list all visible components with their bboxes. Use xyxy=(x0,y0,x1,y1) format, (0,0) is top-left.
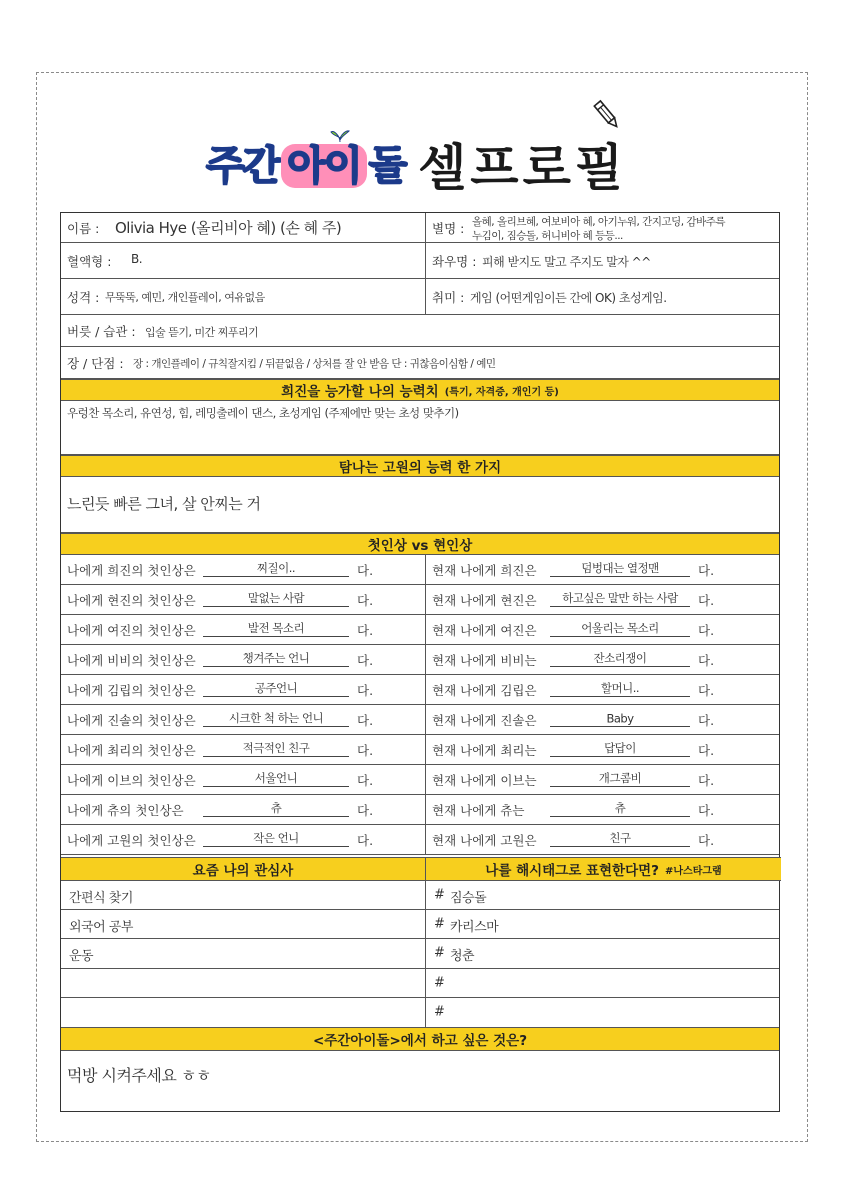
hobby-value: 게임 (어떤게임이든 간에 OK) 초성게임. xyxy=(470,291,667,305)
wish-heading xyxy=(61,1027,779,1051)
current-impression-answer: 덤벙대는 열정맨 xyxy=(581,560,659,575)
first-impression-answer: 작은 언니 xyxy=(253,830,299,845)
strength-weakness-value: 장 : 개인플레이 / 규칙잘지킴 / 뒤끝없음 / 상처를 잘 안 받음 단 : 귀찮음이심함 / 예민 xyxy=(133,358,496,370)
sentence-suffix: 다. xyxy=(698,832,715,848)
answer-underline xyxy=(550,756,690,757)
impression-row xyxy=(61,555,779,585)
sentence-suffix: 다. xyxy=(357,832,374,848)
answer-underline xyxy=(550,576,690,577)
current-impression-question: 현재 나에게 최리는 xyxy=(432,742,537,758)
motto-value: 피해 받지도 말고 주지도 말자 ^^ xyxy=(482,255,651,269)
sentence-suffix: 다. xyxy=(698,772,715,788)
first-impression-answer: 적극적인 친구 xyxy=(242,740,310,755)
answer-underline xyxy=(203,636,349,637)
first-impression-question: 나에게 고원의 첫인상은 xyxy=(67,832,196,848)
sentence-suffix: 다. xyxy=(357,622,374,638)
sentence-suffix: 다. xyxy=(698,622,715,638)
row-name xyxy=(61,213,779,243)
profile-form xyxy=(60,212,780,1112)
impression-heading-text: 첫인상 vs 현인상 xyxy=(367,538,473,554)
personality-label: 성격 : xyxy=(67,289,100,305)
sentence-suffix: 다. xyxy=(698,742,715,758)
answer-underline xyxy=(550,666,690,667)
row-personality xyxy=(61,279,779,315)
first-impression-question: 나에게 여진의 첫인상은 xyxy=(67,622,196,638)
wish-value: 먹방 시켜주세요 ㅎㅎ xyxy=(67,1066,211,1085)
sentence-suffix: 다. xyxy=(698,562,715,578)
current-impression-question: 현재 나에게 여진은 xyxy=(432,622,537,638)
impression-row xyxy=(61,825,779,855)
answer-underline xyxy=(203,726,349,727)
current-impression-answer: 할머니.. xyxy=(600,680,640,695)
current-impression-answer: 답답이 xyxy=(604,740,636,755)
interest-hashtag-row xyxy=(61,910,779,939)
current-impression-answer: 하고싶은 말만 하는 사람 xyxy=(562,590,678,605)
current-impression-question: 현재 나에게 고원은 xyxy=(432,832,537,848)
hashtag-symbol: # xyxy=(434,975,445,991)
first-impression-answer: 츄 xyxy=(270,800,282,815)
hashtag-symbol: # xyxy=(434,945,445,961)
sentence-suffix: 다. xyxy=(357,592,374,608)
hashtags-heading xyxy=(425,857,781,881)
nickname-label: 별명 : xyxy=(432,220,465,236)
ability-value: 우렁찬 목소리, 유연성, 힘, 레밍출레이 댄스, 초성게임 (주제에만 맞는 초성 맞추기) xyxy=(67,406,459,420)
nickname-value-line1: 올혜, 올리브혜, 여보비아 혜, 아기누워, 간지고딩, 감바주륵 xyxy=(472,216,726,228)
first-impression-question: 나에게 비비의 첫인상은 xyxy=(67,652,196,668)
first-impression-question: 나에게 최리의 첫인상은 xyxy=(67,742,196,758)
hashtag-item: 짐승돌 xyxy=(450,891,487,906)
first-impression-answer: 말없는 사람 xyxy=(247,590,305,605)
answer-underline xyxy=(550,816,690,817)
answer-underline xyxy=(550,846,690,847)
interest-hashtag-row xyxy=(61,939,779,968)
name-label: 이름 : xyxy=(67,220,100,236)
hashtag-item: 카리스마 xyxy=(450,920,499,936)
nickname-value-line2: 누김이, 짐승돌, 허니비아 혜 등등... xyxy=(472,230,623,242)
impression-row xyxy=(61,675,779,705)
first-impression-answer: 찌질이.. xyxy=(256,560,296,575)
impression-row xyxy=(61,615,779,645)
ability-heading-sub: (특기, 자격증, 개인기 등) xyxy=(444,386,559,398)
current-impression-question: 현재 나에게 비비는 xyxy=(432,652,537,668)
impression-row xyxy=(61,705,779,735)
first-impression-question: 나에게 진솔의 첫인상은 xyxy=(67,712,196,728)
sentence-suffix: 다. xyxy=(357,682,374,698)
logo-part-2: 아이 xyxy=(281,144,366,188)
first-impression-answer: 서울언니 xyxy=(254,770,298,785)
hashtags-heading-sub: #나스타그램 xyxy=(665,865,722,877)
interest-item: 운동 xyxy=(69,949,94,965)
impression-heading xyxy=(61,533,779,555)
hashtags-heading-text: 나를 해시태그로 표현한다면? xyxy=(485,863,660,879)
hashtag-symbol: # xyxy=(434,887,445,903)
first-impression-answer: 시크한 척 하는 언니 xyxy=(228,710,324,725)
ability-heading xyxy=(61,379,779,401)
first-impression-question: 나에게 희진의 첫인상은 xyxy=(67,562,196,578)
habit-value: 입술 뜯기, 미간 찌푸리기 xyxy=(145,326,259,339)
hashtag-item: 청춘 xyxy=(450,949,475,965)
impression-row xyxy=(61,585,779,615)
page-title: 셀프로필 xyxy=(418,138,628,197)
first-impression-question: 나에게 이브의 첫인상은 xyxy=(67,772,196,788)
answer-underline xyxy=(550,636,690,637)
personality-value: 무뚝뚝, 예민, 개인플레이, 여유없음 xyxy=(105,291,265,304)
pencil-icon xyxy=(590,98,624,132)
hobby-label: 취미 : xyxy=(432,289,465,305)
impression-row xyxy=(61,645,779,675)
covet-heading-text: 탐나는 고원의 능력 한 가지 xyxy=(338,460,502,476)
current-impression-answer: 잔소리쟁이 xyxy=(593,650,647,665)
sentence-suffix: 다. xyxy=(357,652,374,668)
answer-underline xyxy=(550,726,690,727)
current-impression-answer: 츄 xyxy=(614,800,626,815)
blood-type-value: B. xyxy=(131,252,143,266)
sentence-suffix: 다. xyxy=(698,712,715,728)
answer-underline xyxy=(203,696,349,697)
interests-heading xyxy=(61,857,425,881)
interest-item: 간편식 찾기 xyxy=(69,891,133,906)
first-impression-answer: 공주언니 xyxy=(254,680,298,695)
current-impression-answer: Baby xyxy=(606,710,634,725)
covet-value: 느린듯 빠른 그녀, 살 안찌는 거 xyxy=(67,495,261,513)
row-blood xyxy=(61,243,779,279)
impression-row xyxy=(61,765,779,795)
strength-weakness-label: 장 / 단점 : xyxy=(67,355,124,371)
logo-part-1: 주간 xyxy=(206,143,280,189)
current-impression-answer: 친구 xyxy=(609,830,631,845)
interest-item: 외국어 공부 xyxy=(69,920,133,936)
ability-box xyxy=(61,401,779,455)
current-impression-answer: 개그콤비 xyxy=(598,770,642,785)
sentence-suffix: 다. xyxy=(698,802,715,818)
answer-underline xyxy=(203,576,349,577)
sentence-suffix: 다. xyxy=(357,772,374,788)
sentence-suffix: 다. xyxy=(357,802,374,818)
answer-underline xyxy=(203,606,349,607)
sentence-suffix: 다. xyxy=(698,682,715,698)
sentence-suffix: 다. xyxy=(357,562,374,578)
answer-underline xyxy=(203,666,349,667)
current-impression-answer: 어울리는 목소리 xyxy=(581,620,659,635)
wish-heading-text: <주간아이돌>에서 하고 싶은 것은? xyxy=(312,1033,528,1049)
first-impression-answer: 챙겨주는 언니 xyxy=(242,650,310,665)
weekly-idol-logo xyxy=(206,136,405,196)
interests-heading-text: 요즘 나의 관심사 xyxy=(192,863,294,879)
hashtag-symbol: # xyxy=(434,1004,445,1020)
covet-box xyxy=(61,477,779,533)
first-impression-question: 나에게 츄의 첫인상은 xyxy=(67,802,184,818)
first-impression-question: 나에게 현진의 첫인상은 xyxy=(67,592,196,608)
name-value: Olivia Hye (올리비아 혜) (손 혜 주) xyxy=(115,219,342,237)
current-impression-question: 현재 나에게 이브는 xyxy=(432,772,537,788)
current-impression-question: 현재 나에게 현진은 xyxy=(432,592,537,608)
sentence-suffix: 다. xyxy=(357,712,374,728)
first-impression-question: 나에게 김립의 첫인상은 xyxy=(67,682,196,698)
impression-row xyxy=(61,795,779,825)
current-impression-question: 현재 나에게 희진은 xyxy=(432,562,537,578)
sprout-icon xyxy=(330,128,350,142)
wish-box xyxy=(61,1051,779,1111)
covet-heading xyxy=(61,455,779,477)
first-impression-answer: 발전 목소리 xyxy=(247,620,305,635)
motto-label: 좌우명 : xyxy=(432,253,477,269)
sentence-suffix: 다. xyxy=(698,652,715,668)
answer-underline xyxy=(550,786,690,787)
logo-part-3: 돌 xyxy=(368,143,406,189)
interest-hashtag-row xyxy=(61,998,779,1027)
hashtag-symbol: # xyxy=(434,916,445,932)
answer-underline xyxy=(550,696,690,697)
row-strength-weakness xyxy=(61,347,779,379)
interest-hashtag-row xyxy=(61,881,779,910)
impression-row xyxy=(61,735,779,765)
answer-underline xyxy=(550,606,690,607)
sentence-suffix: 다. xyxy=(698,592,715,608)
blood-type-label: 혈액형 : xyxy=(67,253,112,269)
current-impression-question: 현재 나에게 진솔은 xyxy=(432,712,537,728)
answer-underline xyxy=(203,756,349,757)
answer-underline xyxy=(203,786,349,787)
habit-label: 버릇 / 습관 : xyxy=(67,323,136,339)
interest-hashtag-row xyxy=(61,969,779,998)
answer-underline xyxy=(203,816,349,817)
row-habit xyxy=(61,315,779,347)
answer-underline xyxy=(203,846,349,847)
current-impression-question: 현재 나에게 츄는 xyxy=(432,802,525,818)
ability-heading-text: 희진을 능가할 나의 능력치 xyxy=(281,384,439,400)
current-impression-question: 현재 나에게 김립은 xyxy=(432,682,537,698)
sentence-suffix: 다. xyxy=(357,742,374,758)
